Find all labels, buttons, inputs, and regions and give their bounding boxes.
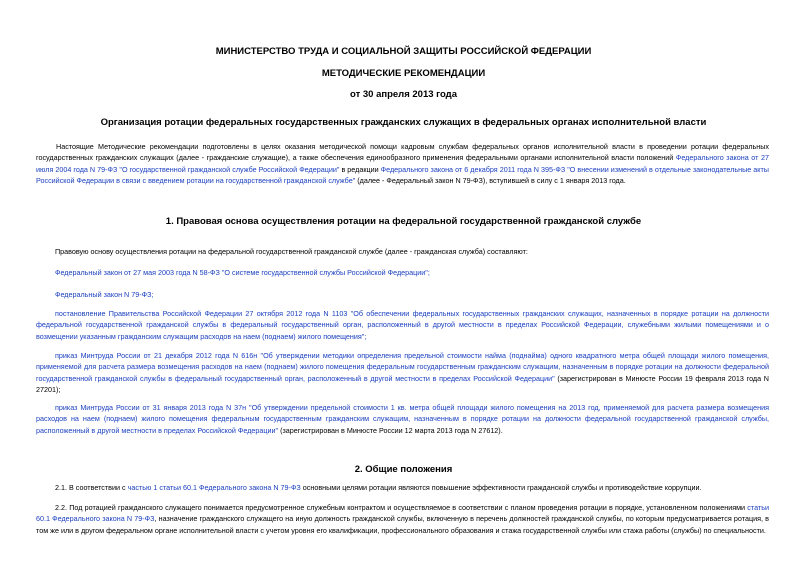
ministry-title: МИНИСТЕРСТВО ТРУДА И СОЦИАЛЬНОЙ ЗАЩИТЫ РОССИЙСКОЙ ФЕДЕРАЦИИ — [215, 46, 592, 57]
paragraph-text: 2.1. В соответствии с — [55, 483, 128, 492]
link-government-decree-1103[interactable]: постановление Правительства Российской Федерации 27 октября 2012 года N 1103 "Об обеспечении федеральных государственных гражданских служащих, назначенных в порядке ротации на должности федеральной государственной гражданской службы в федеральный государственный орган, расположенный в другой местности в пределах Российской Федерации, служебными жилыми помещениями и о возмещении указанным гражданским служащим расходов на наем (поднаем) жилого помещения"; — [36, 309, 769, 341]
link-federal-law-395[interactable]: Федерального закона от 6 декабря 2011 года N 395-ФЗ "О внесении изменений в отдельные законодательные акты Российской Федерации в связи с введением ротации на государственной гражданской службе" — [36, 164, 769, 186]
registration-text: (зарегистрирован в Минюсте России 19 февраля 2013 года N 27201); — [36, 373, 769, 395]
legal-basis-item — [55, 267, 769, 278]
intro-paragraph — [36, 141, 769, 187]
legal-basis-item — [36, 350, 769, 396]
link-article-60-1[interactable]: статьи 60.1 Федерального закона N 79-ФЗ — [36, 503, 769, 524]
document-title: Организация ротации федеральных государственных гражданских служащих в федеральных органах исполнительной власти — [100, 117, 707, 128]
intro-text-1: Настоящие Методические рекомендации подготовлены в целях оказания методической помощи кадровым службам федеральных органов исполнительной власти в проведении ротации федеральных государственных гражданских служащих (далее - гражданские служащие), а также обеспечения единообразного применения федеральными органами исполнительной власти положений — [36, 142, 769, 163]
link-federal-law-79[interactable]: Федерального закона от 27 июля 2004 года N 79-ФЗ "О государственной гражданской службе Российской Федерации" — [36, 153, 769, 174]
paragraph-text: , назначение гражданского служащего на иную должность гражданской службы, включенную в перечень должностей гражданской службы, по которым предусматривается ротация, в том же или в другом федеральном органе исполнительной власти с учетом уровня его квалификации, профессионального образования и стажа государственной службы или стажа работы (службы) по специальности. — [36, 514, 769, 535]
section-1-heading: 1. Правовая основа осуществления ротации на федеральной государственной гражданской службе — [165, 216, 642, 227]
document-type: МЕТОДИЧЕСКИЕ РЕКОМЕНДАЦИИ — [321, 68, 486, 79]
legal-basis-item — [55, 289, 769, 300]
paragraph-2-2 — [36, 502, 769, 536]
intro-text-3: (далее - Федеральный закон N 79-ФЗ), вступившей в силу с 1 января 2013 года. — [355, 176, 626, 186]
section-2-heading: 2. Общие положения — [354, 464, 453, 475]
registration-text: (зарегистрирован в Минюсте России 12 марта 2013 года N 27612). — [278, 425, 503, 435]
link-federal-law-79-short[interactable]: Федеральный закон N 79-ФЗ; — [55, 290, 154, 299]
legal-basis-item — [36, 402, 769, 436]
section-1-lead: Правовую основу осуществления ротации на федеральной государственной гражданской службе (далее - гражданская служба) составляют: — [55, 247, 528, 256]
paragraph-2-1 — [55, 482, 769, 493]
paragraph-text: 2.2. Под ротацией гражданского служащего понимается предусмотренное служебным контрактом и осуществляемое в соответствии с планом проведения ротации в порядке, установленном положениями — [55, 503, 748, 512]
link-federal-law-58[interactable]: Федеральный закон от 27 мая 2003 года N 58-ФЗ "О системе государственной службы Российской Федерации"; — [55, 268, 430, 277]
legal-basis-item — [36, 308, 769, 342]
document-date: от 30 апреля 2013 года — [350, 89, 457, 100]
link-article-60-1-part-1[interactable]: частью 1 статьи 60.1 Федерального закона N 79-ФЗ — [127, 483, 301, 492]
link-order-37n[interactable]: приказ Минтруда России от 31 января 2013 года N 37н "Об утверждении предельной стоимости 1 кв. метра общей площади жилого помещения на 2013 год, применяемой для расчета размера возмещения расходов на наем (поднаем) жилого помещения федеральным государственным гражданским служащим, назначенным в порядке ротации на должности федеральной государственной гражданской службы, расположенный в другой местности в пределах Российской Федерации" — [36, 403, 769, 435]
intro-text-2: в редакции — [339, 164, 381, 174]
link-order-616n[interactable]: приказ Минтруда России от 21 декабря 2012 года N 616н "Об утверждении методики определения предельной стоимости найма (поднайма) одного квадратного метра общей площади жилого помещения, применяемой для расчета размера возмещения расходов на наем (поднаем) жилого помещения федеральным государственным гражданским служащим, назначенным в порядке ротации на должности федеральной государственной гражданской службы в федеральный государственный орган, расположенный в другой местности в пределах Российской Федерации" — [36, 351, 769, 383]
paragraph-text: основными целями ротации являются повышение эффективности гражданской службы и противодействие коррупции. — [300, 483, 702, 492]
